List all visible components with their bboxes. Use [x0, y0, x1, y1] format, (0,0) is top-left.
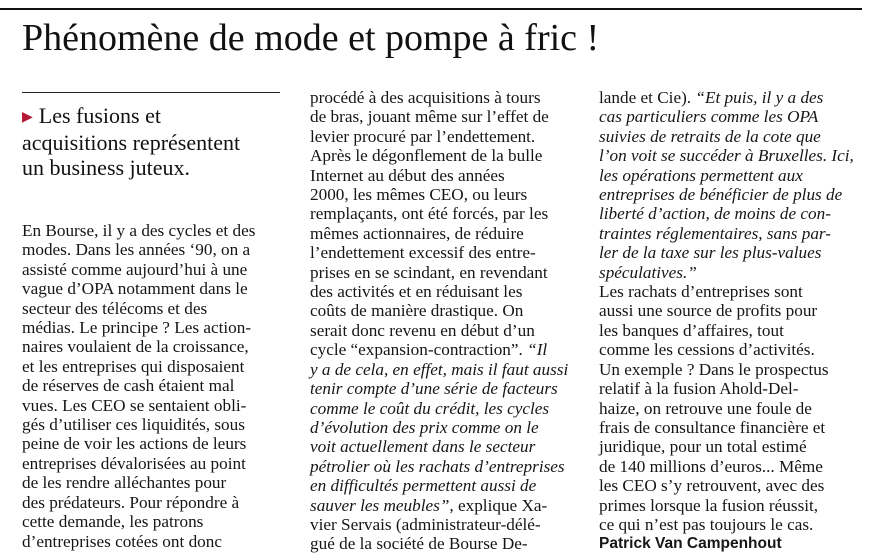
quote-line: traintes réglementaires, sans par-: [599, 223, 831, 243]
text-line: vues. Les CEO se sentaient obli-: [22, 395, 247, 415]
triangle-marker-icon: ▶: [22, 110, 33, 125]
text-line: prises en se scindant, en revendant: [310, 262, 548, 282]
text-line: entreprises dévalorisées au point: [22, 453, 246, 473]
quote-line: spéculatives.”: [599, 262, 697, 282]
quote-line: pétrolier où les rachats d’entreprises: [310, 456, 565, 476]
text-line: ce qui n’est pas toujours le cas.: [599, 514, 814, 534]
text-fragment: , explique Xa-: [449, 495, 548, 515]
text-line: procédé à des acquisitions à tours: [310, 88, 541, 107]
text-line: gés d’utiliser ces liquidités, sous: [22, 415, 245, 435]
column-2: [310, 88, 568, 554]
text-line: vague d’OPA notamment dans le: [22, 279, 248, 299]
text-line: vier Servais (administrateur-délé-: [310, 514, 541, 534]
text-line: mêmes actionnaires, de réduire: [310, 223, 524, 243]
quote-line: les opérations permettent aux: [599, 165, 803, 185]
text-line: des activités et en réduisant les: [310, 282, 523, 302]
text-line: relatif à la fusion Ahold-Del-: [599, 379, 799, 399]
text-line: modes. Dans les années ‘90, on a: [22, 240, 251, 260]
quote-line: d’évolution des prix comme on le: [310, 417, 539, 437]
lead-line: Les fusions et: [38, 103, 161, 128]
lead-line: un business juteux.: [22, 155, 191, 180]
text-line: secteur des télécoms et des: [22, 298, 208, 318]
text-line: Internet au début des années: [310, 165, 505, 185]
text-line: gué de la société de Bourse De-: [310, 534, 528, 554]
text-line: 2000, les mêmes CEO, ou leurs: [310, 185, 528, 205]
text-line: frais de consultance financière et: [599, 417, 826, 437]
text-line: Un exemple ? Dans le prospectus: [599, 359, 829, 379]
text-line: d’entreprises cotées ont donc: [22, 531, 222, 551]
text-line: naires voulaient de la croissance,: [22, 337, 249, 357]
text-fragment: lande et Cie).: [599, 88, 696, 107]
text-line: des prédateurs. Pour répondre à: [22, 492, 240, 512]
text-line: peine de voir les actions de leurs: [22, 434, 247, 454]
text-line: comme les cessions d’activités.: [599, 340, 815, 360]
text-line: de réserves de cash étaient mal: [22, 376, 235, 396]
text-line: les banques d’affaires, tout: [599, 320, 784, 340]
quote-line: entreprises de bénéficier de plus de: [599, 185, 843, 205]
text-line: juridique, pour un total estimé: [599, 437, 807, 457]
text-line: En Bourse, il y a des cycles et des: [22, 221, 256, 240]
text-line: assisté comme aujourd’hui à une: [22, 259, 248, 279]
text-line: levier procuré par l’endettement.: [310, 126, 536, 146]
quote-line: suivies de retraits de la cote que: [599, 126, 821, 146]
quote-line: comme le coût du crédit, les cycles: [310, 398, 550, 418]
top-rule: [0, 8, 862, 10]
quote-line: liberté d’action, de moins de con-: [599, 204, 831, 224]
quote-fragment: “Il: [527, 340, 548, 360]
text-line: de les rendre alléchantes pour: [22, 473, 227, 493]
text-line: les CEO s’y retrouvent, avec des: [599, 476, 825, 496]
quote-fragment: sauver les meubles”: [310, 495, 450, 515]
text-line: aussi une source de profits pour: [599, 301, 818, 321]
quote-line: y a de cela, en effet, mais il faut aussi: [310, 359, 569, 379]
text-line: médias. Le principe ? Les action-: [22, 318, 252, 338]
text-line: remplaçants, ont été forcés, par les: [310, 204, 549, 224]
text-line: l’endettement excessif des entre-: [310, 243, 536, 263]
headline: Phénomène de mode et pompe à fric !: [22, 17, 600, 59]
lead-line: acquisitions représentent: [22, 130, 241, 155]
text-line: serait donc revenu en début d’un: [310, 320, 535, 340]
text-line: Les rachats d’entreprises sont: [599, 282, 803, 302]
text-line: et les entreprises qui disposaient: [22, 356, 245, 376]
lead-block: [22, 103, 282, 180]
text-line: coûts de manière drastique. On: [310, 301, 524, 321]
quote-line: l’on voit se succéder à Bruxelles. Ici,: [599, 146, 854, 166]
text-line: [599, 88, 854, 107]
author-byline: Patrick Van Campenhout: [599, 535, 782, 553]
quote-line: voit actuellement dans le secteur: [310, 437, 536, 457]
lead-rule: [22, 92, 280, 93]
column-1: [22, 221, 255, 551]
quote-line: tenir compte d’une série de facteurs: [310, 379, 558, 399]
text-line: Après le dégonflement de la bulle: [310, 146, 543, 166]
quote-line: en difficultés permettent aussi de: [310, 476, 537, 496]
quote-line: cas particuliers comme les OPA: [599, 107, 819, 127]
text-line: [310, 340, 568, 359]
text-line: [310, 496, 568, 515]
quote-line: ler de la taxe sur les plus-values: [599, 243, 822, 263]
quote-fragment: “Et puis, il y a des: [695, 88, 824, 107]
column-3: [599, 88, 854, 553]
text-line: cette demande, les patrons: [22, 512, 204, 532]
text-line: de 140 millions d’euros... Même: [599, 456, 823, 476]
text-fragment: cycle “expansion-contraction”.: [310, 340, 528, 360]
text-line: haize, on retrouve une foule de: [599, 398, 812, 418]
text-line: de bras, jouant même sur l’effet de: [310, 107, 549, 127]
text-line: primes lorsque la fusion réussit,: [599, 495, 819, 515]
